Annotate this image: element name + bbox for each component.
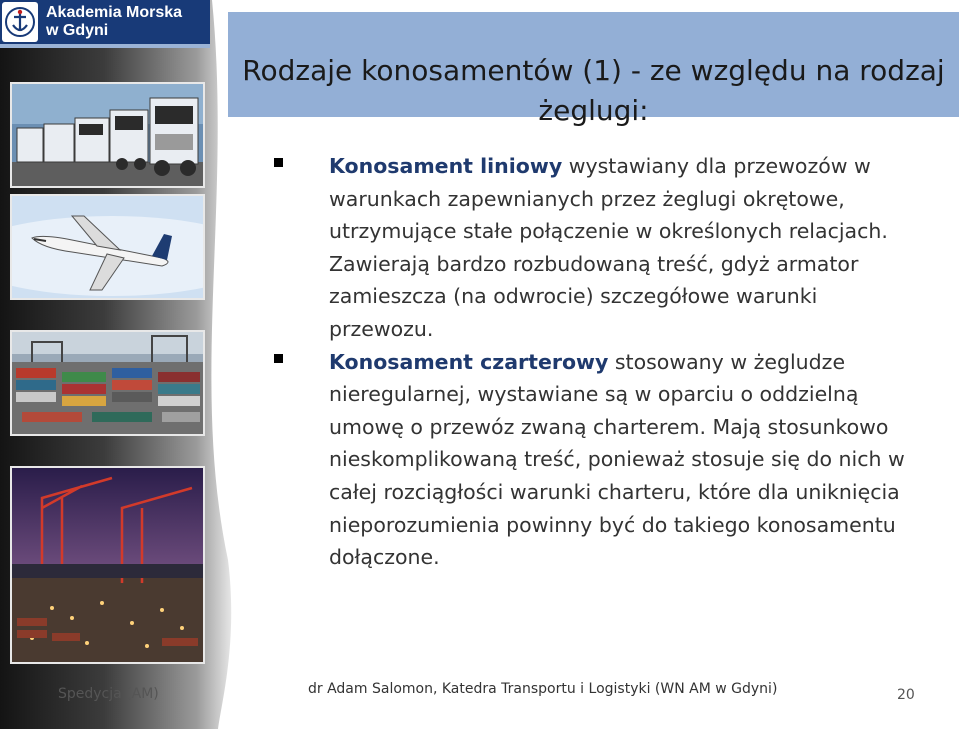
port-cranes-night-icon bbox=[12, 468, 203, 662]
square-bullet-icon bbox=[274, 354, 283, 363]
bullet-term: Konosament liniowy bbox=[329, 154, 563, 178]
container-terminal-photo bbox=[10, 330, 205, 436]
bullet-term: Konosament czarterowy bbox=[329, 349, 609, 374]
airplane-photo bbox=[10, 194, 205, 300]
container-terminal-icon bbox=[12, 332, 203, 434]
bullet-text: wystawiany dla przewozów w warunkach zapewnianych przez żeglugi okrętowe, utrzymujące stałe połączenie w określonych relacjach. Zawierają bardzo rozbudowaną treść, gdyż armator zamieszcza (na odwrocie) szczegółowe warunki przewozu. bbox=[329, 154, 888, 341]
logo-line-2: w Gdyni bbox=[46, 22, 109, 39]
anchor-emblem-icon bbox=[2, 2, 38, 42]
logo-underline bbox=[0, 44, 210, 48]
bullet-item-czarterowy bbox=[268, 346, 908, 574]
trucks-icon bbox=[12, 84, 203, 186]
bullet-item-liniowy bbox=[268, 150, 908, 346]
slide-title: Rodzaje konosamentów (1) - ze względu na rodzaj żeglugi: bbox=[242, 53, 945, 127]
bullet-list bbox=[268, 150, 908, 574]
airplane-icon bbox=[12, 196, 203, 298]
logo-line-1: Akademia Morska bbox=[46, 4, 183, 21]
left-decorative-strip bbox=[0, 0, 228, 729]
page-number: 20 bbox=[897, 687, 915, 703]
port-cranes-photo bbox=[10, 466, 205, 664]
footer-author: dr Adam Salomon, Katedra Transportu i Logistyki (WN AM w Gdyni) bbox=[308, 681, 778, 697]
square-bullet-icon bbox=[274, 158, 283, 167]
footer-course: Spedycja (AM) bbox=[58, 686, 159, 702]
title-bar bbox=[228, 12, 959, 127]
bullet-text: stosowany w żegludze nieregularnej, wystawiane są w oparciu o oddzielną umowę o przewóz zwaną charterem. Mają stosunkowo nieskomplikowaną treść, ponieważ stosuje się do nich w całej rozciągłości warunki charteru, które dla uniknięcia nieporozumienia powinny być do takiego konosamentu dołączone. bbox=[329, 349, 905, 570]
university-logo bbox=[0, 0, 210, 44]
trucks-photo bbox=[10, 82, 205, 188]
